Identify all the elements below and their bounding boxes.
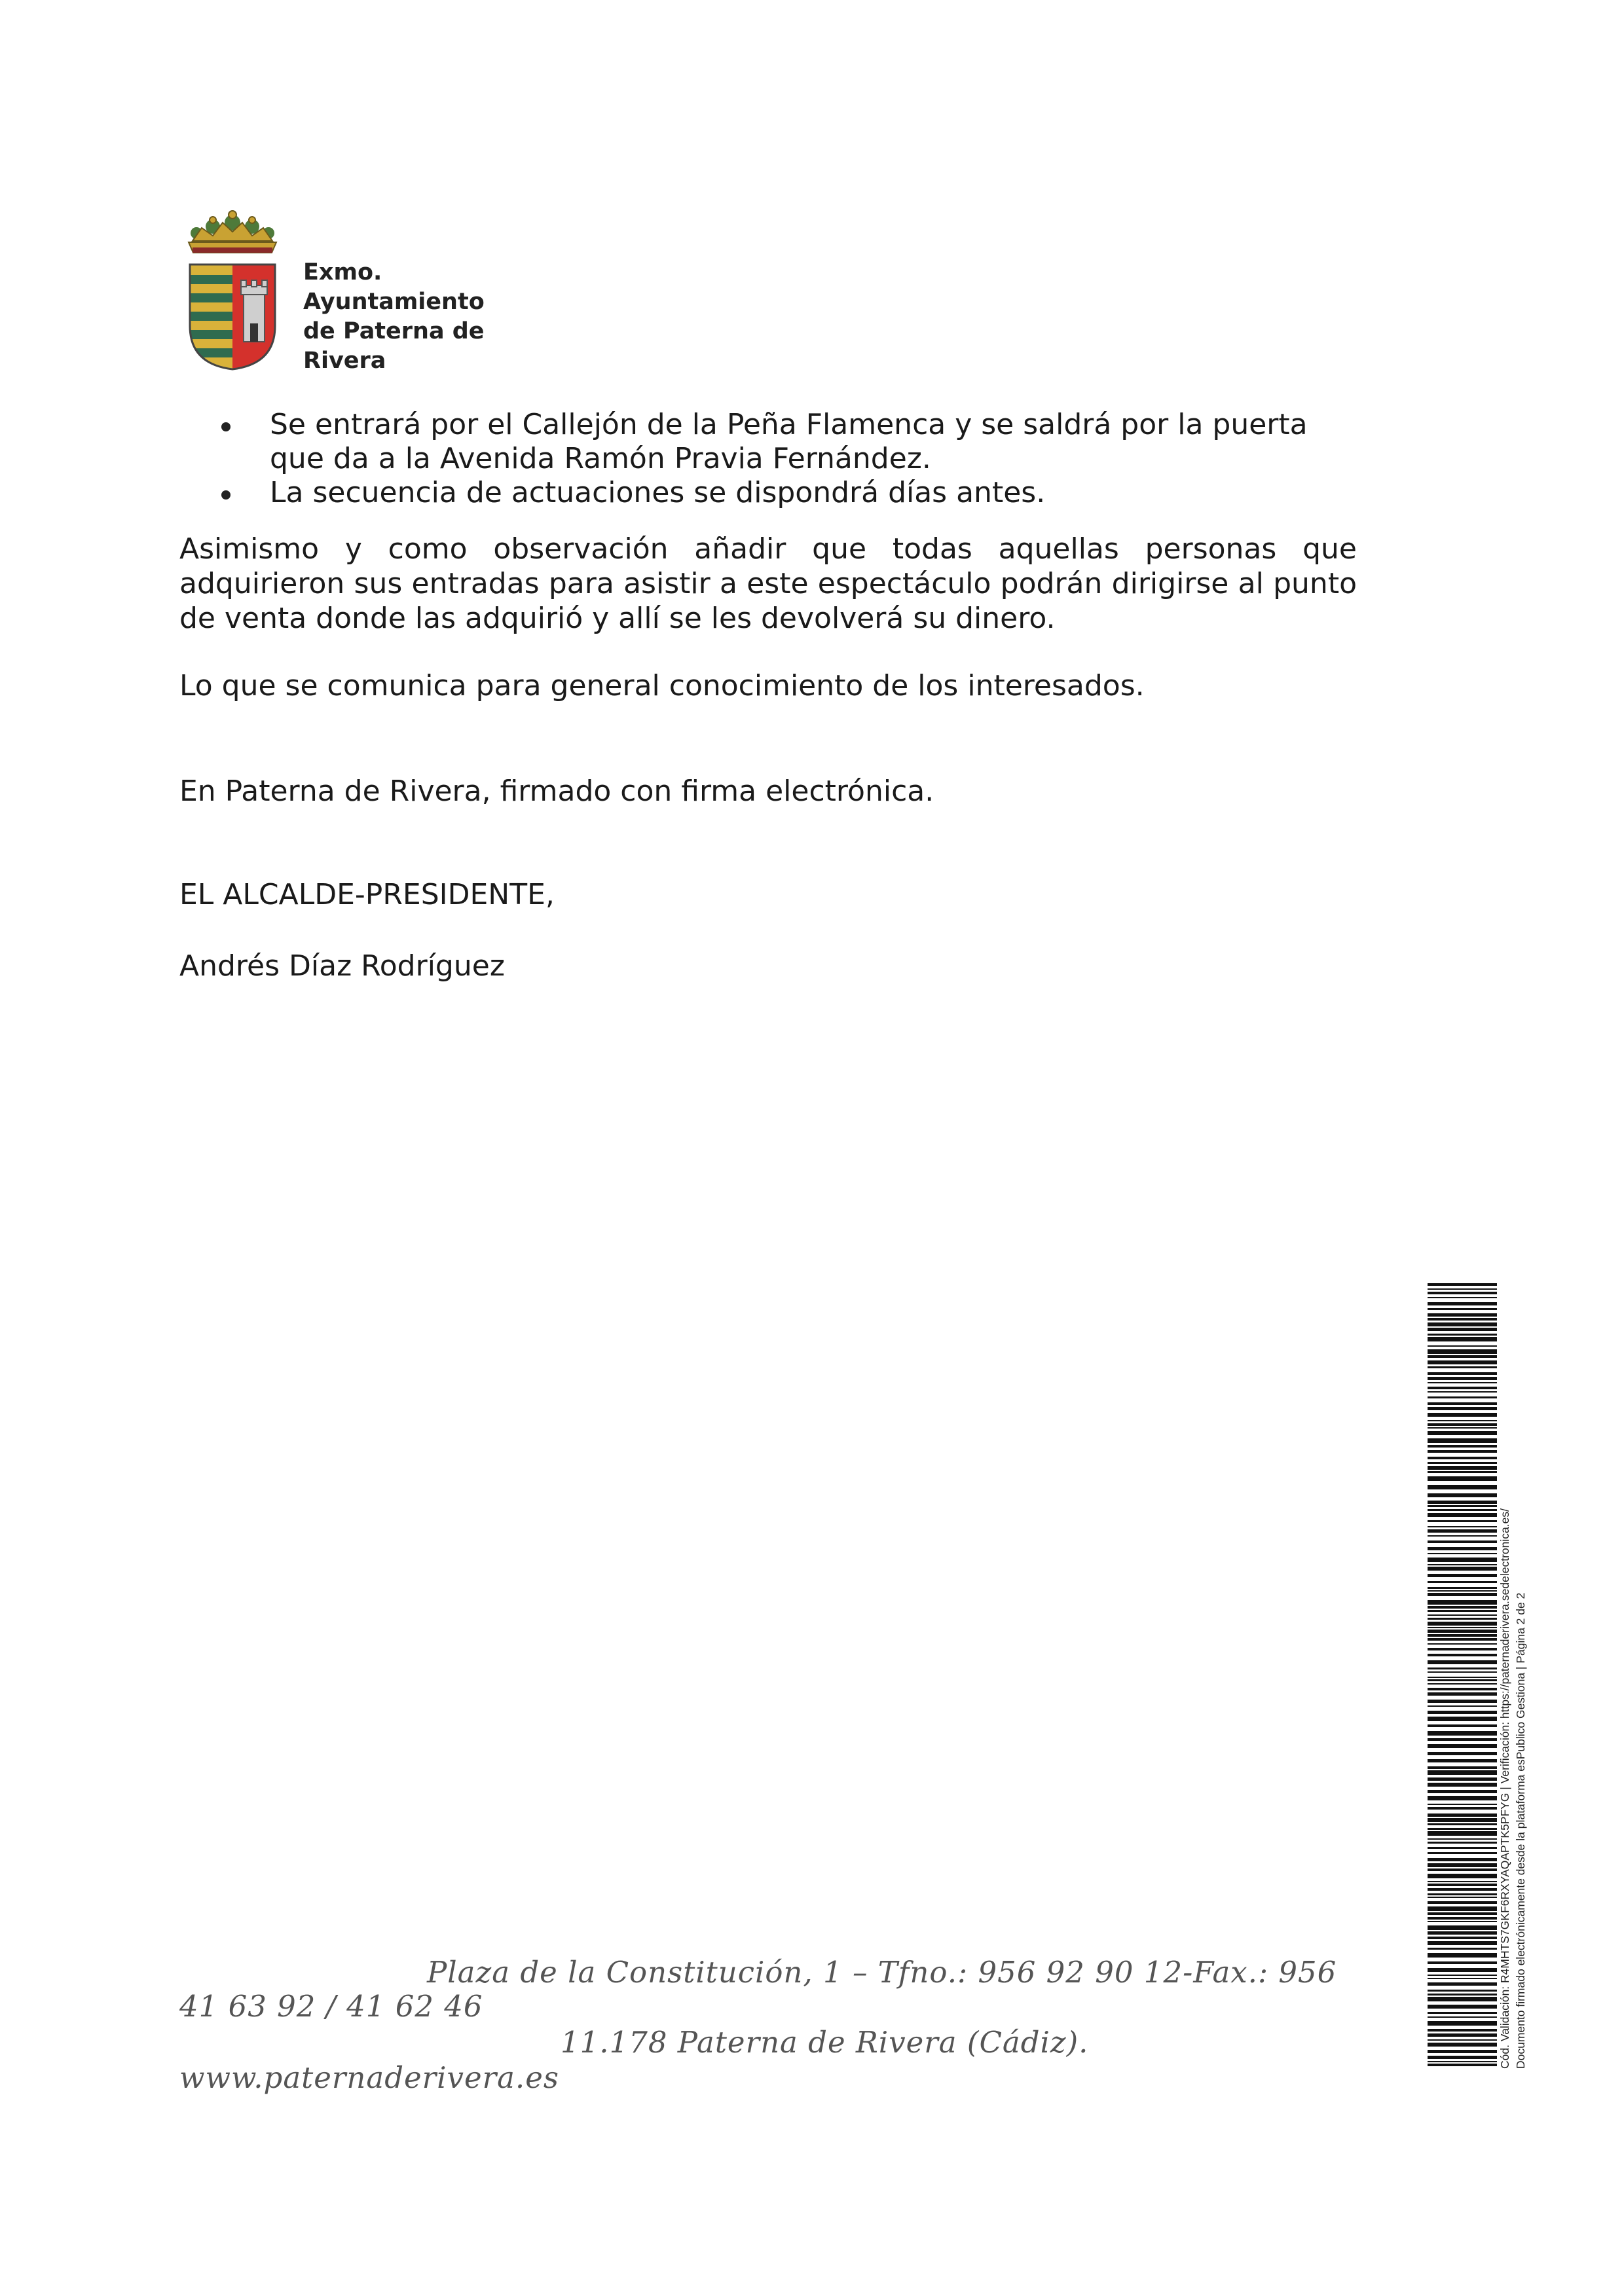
list-item-text: La secuencia de actuaciones se dispondrá días antes. [270, 476, 1046, 509]
validation-stamp [1428, 1283, 1532, 2069]
bullet-icon [221, 422, 231, 431]
barcode-icon [1428, 1283, 1497, 2069]
footer-phone-line: 41 63 92 / 41 62 46 [179, 1989, 483, 2024]
validation-text [1497, 1283, 1531, 2069]
org-name-line: Ayuntamiento [303, 289, 485, 315]
organization-name [303, 258, 485, 376]
list-item [179, 476, 1357, 510]
validation-code-line: Cód. Validación: R4MHTS7GKF6RXYAQAPTK5PFYG | Verificación: https://paternaderivera.sedelectronica.es/ [1498, 1508, 1511, 2069]
footer-website: www.paternaderivera.es [179, 2060, 559, 2095]
signatory-title: EL ALCALDE-PRESIDENTE, [179, 878, 555, 911]
signatory-name: Andrés Díaz Rodríguez [179, 949, 505, 983]
list-item [179, 408, 1357, 476]
org-name-line: Rivera [303, 348, 386, 374]
validation-platform-line: Documento firmado electrónicamente desde la plataforma esPublico Gestiona | Página 2 de 2 [1514, 1592, 1527, 2069]
notice-paragraph: Lo que se comunica para general conocimiento de los interesados. [179, 669, 1145, 702]
signed-paragraph: En Paterna de Rivera, firmado con firma electrónica. [179, 774, 934, 808]
bullet-list [179, 408, 1357, 510]
list-item-text: Se entrará por el Callejón de la Peña Flamenca y se saldrá por la puerta que da a la Avenida Ramón Pravia Fernández. [270, 408, 1308, 475]
footer-address-line: Plaza de la Constitución, 1 – Tfno.: 956 92 90 12-Fax.: 956 [427, 1955, 1337, 1990]
coat-of-arms-logo [183, 208, 282, 372]
bullet-icon [221, 490, 231, 500]
footer-city-line: 11.178 Paterna de Rivera (Cádiz). [561, 2025, 1089, 2060]
org-name-line: Exmo. [303, 259, 382, 285]
org-name-line: de Paterna de [303, 318, 485, 344]
shield-icon [190, 264, 275, 372]
crown-icon [189, 211, 276, 253]
observation-paragraph: Asimismo y como observación añadir que todas aquellas personas que adquirieron sus entradas para asistir a este espectáculo podrán dirigirse al punto de venta donde las adquirió y allí se les devolverá su dinero. [179, 532, 1357, 635]
